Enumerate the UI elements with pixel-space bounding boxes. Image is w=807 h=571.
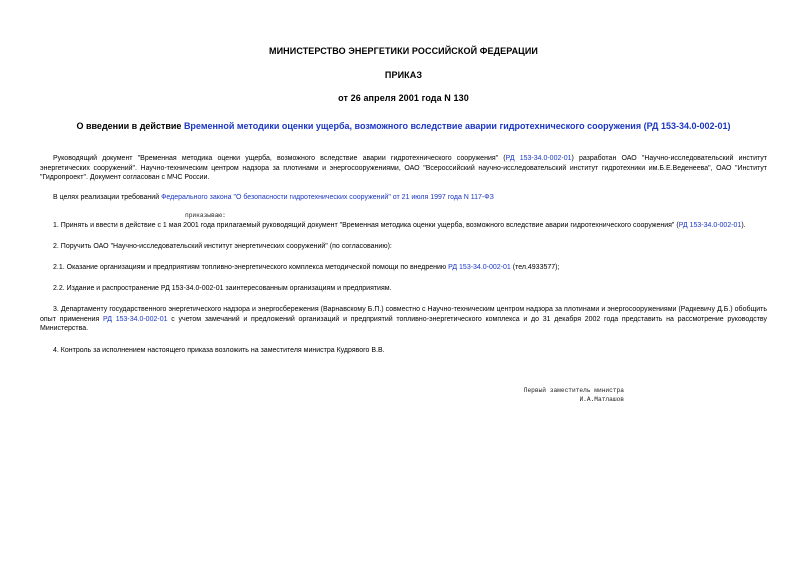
signature-title: Первый заместитель министра — [523, 387, 624, 394]
item1-text-1: 1. Принять и ввести в действие с 1 мая 2001 года прилагаемый руководящий документ "Временная методика оценки ущерба, возможного вследствие аварии гидротехнического сооружения" ( — [53, 222, 679, 229]
doc-type-heading: ПРИКАЗ — [384, 70, 423, 80]
order-subject — [40, 121, 767, 131]
item-1 — [40, 221, 767, 231]
para2-text: В целях реализации требований — [53, 194, 162, 201]
item-4: 4. Контроль за исполнением настоящего приказа возложить на заместителя министра Кудрявого В.В. — [53, 347, 385, 354]
item3-text-1: 3. Департаменту государственного энергетического надзора и энергосбережения (Варнавскому Б.П.) совместно с Научно-техническим центром надзора за плотинами и энергосооружениями (Радкевичу Д.Б.) обобщить опыт применения — [40, 306, 767, 323]
ministry-heading: МИНИСТЕРСТВО ЭНЕРГЕТИКИ РОССИЙСКОЙ ФЕДЕРАЦИИ — [269, 46, 538, 56]
paragraph-2 — [40, 193, 767, 203]
item-2-2: 2.2. Издание и распространение РД 153-34.0-002-01 заинтересованным организациям и предприятиям. — [53, 285, 392, 292]
item1-text-2: ). — [741, 222, 746, 229]
signature-block — [512, 386, 624, 404]
subject-prefix: О введении в действие — [76, 121, 184, 131]
item-2-1 — [40, 263, 767, 273]
federal-law-link[interactable]: Федерального закона "О безопасности гидротехнических сооружений" от 21 июля 1997 года N 117-ФЗ — [161, 194, 494, 201]
date-number-heading: от 26 апреля 2001 года N 130 — [338, 93, 469, 103]
para1-text-1: Руководящий документ "Временная методика оценки ущерба, возможного вследствие аварии гидротехнического сооружения" ( — [53, 155, 506, 162]
para1-rd-link[interactable]: РД 153-34.0-002-01 — [505, 155, 572, 162]
item21-text-2: (тел.4933577); — [510, 264, 560, 271]
prikazyvayu-label: приказываю: — [185, 212, 226, 219]
para1-text-2: ) разработан ОАО "Научно-исследовательский институт энергетических сооружений". Научно-техническим центром надзора за плотинами и энергосооружениями, ОАО "Всероссийский научно-исследовательский институт гидротехники им.Б.Е.Веденеева", ОАО "Институт "Гидропроект". Документ согласован с МЧС России. — [40, 155, 767, 182]
item-2: 2. Поручить ОАО "Научно-исследовательский институт энергетических сооружений" (по согласованию): — [53, 243, 392, 250]
paragraph-1 — [40, 154, 767, 183]
item1-rd-link[interactable]: РД 153-34.0-002-01 — [678, 222, 742, 229]
item3-text-2: с учетом замечаний и предложений организаций и предприятий топливно-энергетического комплекса и до 31 декабря 2002 года представить на рассмотрение руководству Министерства. — [40, 315, 767, 333]
item21-text-1: 2.1. Оказание организациям и предприятиям топливно-энергетического комплекса методической помощи по внедрению — [53, 264, 449, 271]
item21-rd-link[interactable]: РД 153-34.0-002-01 — [448, 264, 511, 271]
item3-rd-link[interactable]: РД 153-34.0-002-01 — [103, 315, 168, 323]
signature-name: И.А.Матлашов — [579, 396, 624, 403]
item-3 — [40, 305, 767, 334]
subject-link[interactable]: Временной методики оценки ущерба, возможного вследствие аварии гидротехнического сооружения (РД 153-34.0-002-01) — [183, 121, 731, 131]
